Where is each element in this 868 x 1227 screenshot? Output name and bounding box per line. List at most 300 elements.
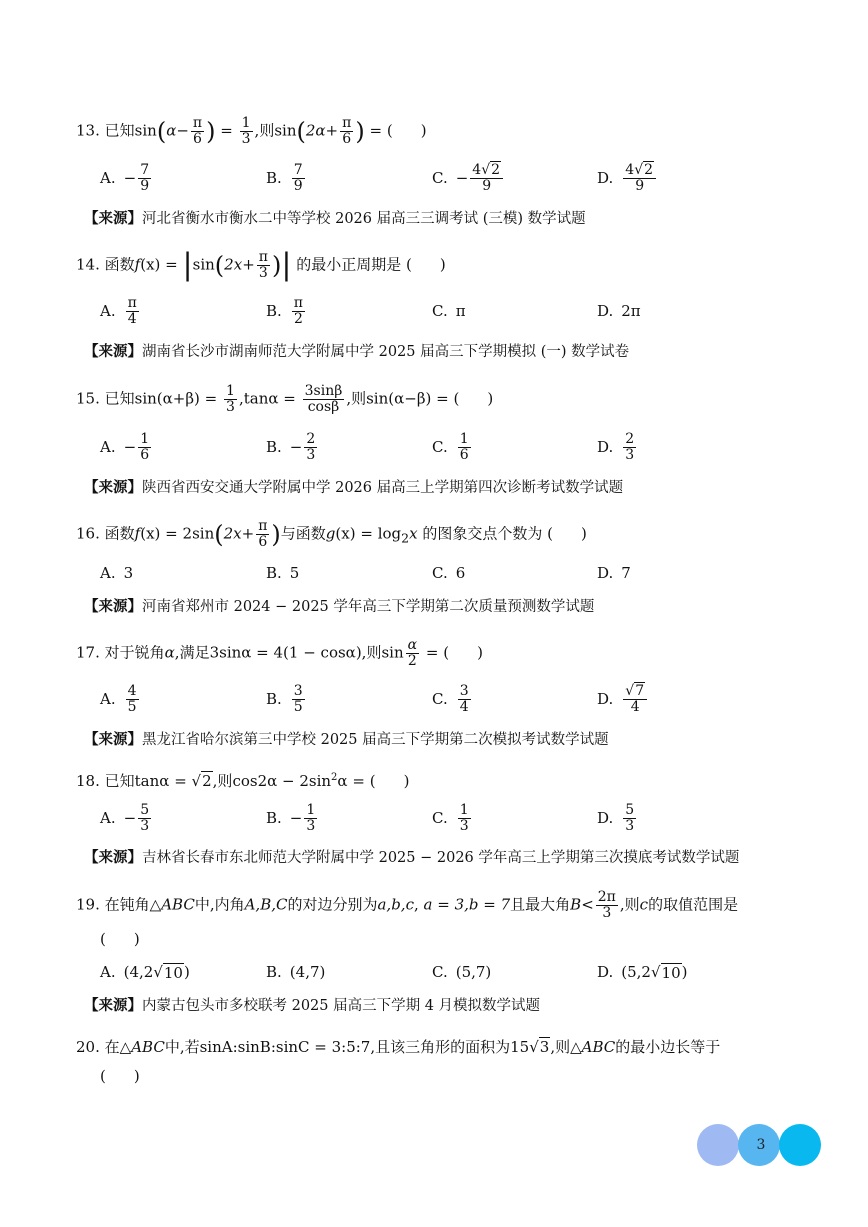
q18-eq: = [352,772,365,790]
source-text: 陕西省西安交通大学附属中学 2026 届高三上学期第四次诊断考试数学试题 [142,480,624,496]
option-b [266,553,299,593]
q13-text: ,则 [254,121,275,140]
q19-text: 且最大角 [510,895,571,914]
option-fraction [623,163,656,194]
option-a [100,798,153,838]
q18-source [84,848,739,868]
q13-text: 已知 [104,121,135,140]
q17-sin: sin [381,643,404,662]
frac-den: 9 [140,177,150,194]
source-text: 吉林省长春市东北师范大学附属中学 2025 − 2026 学年高三上学期第三次摸底考试数学试题 [142,850,740,866]
frac-den: 4 [630,698,640,715]
q19-sides: a,b,c [377,895,414,914]
q13-options [100,158,800,198]
frac-den: 3 [602,905,612,921]
q15-fraction [303,384,345,415]
source-tag: 【来源】 [84,731,142,748]
q13-minus: − [176,121,189,140]
q16-options [100,553,800,593]
q16-source [84,597,594,617]
option-label: B. [266,438,282,456]
frac-den: 2 [407,653,417,669]
question-15 [76,384,493,415]
q15-fraction [224,384,237,415]
source-tag: 【来源】 [84,210,142,227]
q13-alpha: α [166,121,177,140]
option-suffix: ) [681,963,688,981]
q14-source [84,342,629,362]
q14-number: 14. [76,255,100,274]
coef: 4 [472,161,482,178]
frac-den: 6 [342,131,352,147]
option-fraction [458,803,471,834]
option-fraction [470,163,503,194]
frac-den: 2 [293,310,303,327]
frac-num: π [293,294,303,311]
q19-fraction [596,890,618,921]
option-label: A. [100,690,116,708]
q16-text: 的图象交点个数为 [422,524,543,543]
q19-options [100,952,800,992]
option-label: A. [100,809,116,827]
option-sign: − [123,809,137,827]
option-fraction [126,684,139,715]
option-c [432,158,505,198]
q18-options [100,798,800,838]
option-label: A. [100,169,116,187]
q19-source [84,996,540,1016]
q13-expr: 2α [305,121,326,140]
q20-triangle: △ABC [119,1038,165,1056]
frac-den: 9 [482,177,492,194]
source-text: 河南省郑州市 2024 − 2025 学年高三下学期第二次质量预测数学试题 [142,599,595,615]
option-a [100,291,141,331]
option-sign: − [289,438,303,456]
q13-fraction [240,116,253,147]
q16-coef: 2sin [182,524,215,543]
source-tag: 【来源】 [84,343,142,360]
source-text: 河北省衡水市衡水二中等学校 2026 届高三三调考试 (三模) 数学试题 [142,211,586,227]
answer-blank-close: ) [487,389,494,408]
question-19-blank [100,928,140,950]
option-a [100,158,153,198]
q14-text: 函数 [104,255,135,274]
frac-den: 5 [293,698,303,715]
answer-blank-open: ( [386,121,393,140]
q19-angle-b: B [570,895,582,914]
frac-den: 6 [258,534,268,550]
q17-eq: = [425,643,439,662]
option-sign: − [123,438,137,456]
frac-den: 6 [140,446,150,463]
q16-text: 函数 [104,524,135,543]
open-paren: ( [214,520,224,549]
option-b [266,952,325,992]
option-fraction [292,684,305,715]
option-fraction [458,684,471,715]
option-d [597,427,638,467]
option-label: A. [100,302,116,320]
q18-number: 18. [76,772,100,790]
frac-num: 4√2 [623,163,656,179]
source-tag: 【来源】 [84,997,142,1014]
question-16 [76,519,587,550]
frac-den: 6 [193,131,202,147]
answer-blank-open: ( [100,1067,106,1085]
option-value: 2π [621,302,641,320]
q16-gx: (x) [335,524,356,543]
option-fraction [304,432,317,463]
answer-blank-open: ( [100,930,106,948]
frac-num: 1 [459,430,469,447]
option-label: B. [266,302,282,320]
open-paren: ( [156,117,167,146]
q19-given: a = 3,b = 7 [423,895,511,914]
q13-eq: = [220,121,233,140]
answer-blank-open: ( [369,772,376,790]
radicand: 7 [635,682,645,699]
frac-den: 4 [127,310,137,327]
q16-log-arg: x [409,524,418,543]
q13-eq: = [369,121,383,140]
page-marker-circle-right [779,1124,821,1166]
frac-num: 2 [306,430,316,447]
q16-eq: = [360,524,373,543]
option-fraction [304,803,317,834]
q20-triangle: △ABC [570,1038,616,1056]
source-text: 内蒙古包头市多校联考 2025 届高三下学期 4 月模拟数学试题 [142,998,541,1014]
q16-plus: + [241,524,255,543]
q14-eq: = [165,255,178,274]
option-suffix: ) [183,963,190,981]
q16-inner: 2x [223,524,242,543]
frac-num: 1 [226,383,235,399]
answer-blank-open: ( [406,255,412,274]
option-sign: − [455,169,469,187]
q14-fraction [257,250,270,281]
q13-number: 13. [76,121,100,140]
frac-den: 3 [140,817,150,834]
q17-text: ,满足 [174,643,210,662]
close-paren: ) [355,117,365,146]
close-paren: ) [271,251,282,280]
option-fraction [292,296,305,327]
frac-num: 1 [306,801,316,818]
option-label: D. [597,169,614,187]
option-a [100,553,133,593]
answer-blank-open: ( [453,389,460,408]
frac-den: 9 [293,177,303,194]
option-fraction [138,803,151,834]
question-14 [76,247,446,283]
q15-expr: sin(α−β) [366,389,432,408]
frac-num: 3 [293,682,303,699]
q20-radicand: 3 [539,1038,550,1056]
q19-text: ,则 [619,895,640,914]
frac-den: 3 [306,817,316,834]
q16-number: 16. [76,524,100,543]
option-d [597,798,638,838]
frac-den: 9 [635,177,645,194]
option-label: D. [597,438,614,456]
frac-num: 4 [127,682,137,699]
q17-fraction [406,638,419,669]
option-d: D. (5,2 √ 10 ) [597,963,688,982]
coef: 4 [625,161,635,178]
option-a [100,427,153,467]
option-prefix: (4,2 [123,963,154,981]
frac-num: π [258,518,268,534]
source-text: 湖南省长沙市湖南师范大学附属中学 2025 届高三下学期模拟 (一) 数学试卷 [142,344,630,360]
frac-den: 4 [459,698,469,715]
option-c [432,427,473,467]
radicand: 2 [644,161,654,178]
q15-eq: = [436,389,449,408]
q17-equation: 3sinα = 4(1 − cosα) [209,643,362,662]
answer-blank-close: ) [133,930,140,948]
radicand: 10 [163,963,183,982]
answer-blank-open: ( [443,643,450,662]
close-paren: ) [271,520,281,549]
question-19 [76,890,738,921]
q18-text: ,则 [212,772,233,790]
frac-den: 3 [258,265,268,281]
option-fraction [623,432,636,463]
q19-lt: < [581,895,594,914]
option-fraction [138,432,151,463]
option-label: D. [597,690,614,708]
option-label: B. [266,690,282,708]
option-label: C. [432,690,448,708]
frac-den: 3 [625,817,635,834]
q15-expr: sin(α+β) [134,389,200,408]
q20-ratio: sinA:sinB:sinC = 3:5:7 [199,1038,371,1056]
option-sign: − [289,809,303,827]
option-label: D. [597,564,614,582]
answer-blank-close: ) [420,121,427,140]
option-label: B. [266,963,282,981]
option-value: 3 [123,564,134,582]
q16-text: 与函数 [280,524,326,543]
radicand: 10 [661,963,681,982]
source-text: 黑龙江省哈尔滨第三中学校 2025 届高三下学期第二次模拟考试数学试题 [142,732,609,748]
q13-sin: sin [134,121,157,140]
q16-fx: (x) [140,524,161,543]
source-tag: 【来源】 [84,849,142,866]
q14-fx: (x) [140,255,161,274]
q19-side-c: c [639,895,649,914]
option-d [597,291,641,331]
option-fraction [623,803,636,834]
question-18: 18. 已知tanα = √2,则$\cos 2\alpha - 2\sin^2\alpha$ = ( ) [76,772,410,790]
option-label: A. [100,963,116,981]
q15-number: 15. [76,389,100,408]
q13-fraction [340,116,353,147]
answer-blank-close: ) [581,524,587,543]
option-b [266,679,307,719]
q17-text: ,则 [361,643,382,662]
source-tag: 【来源】 [84,479,142,496]
option-fraction [138,163,151,194]
q15-eq: = [283,389,296,408]
option-d [597,158,658,198]
q19-text: , [413,895,419,914]
answer-blank-close: ) [133,1067,140,1085]
frac-num: π [192,115,203,131]
option-fraction [623,684,647,715]
option-label: C. [432,302,448,320]
q20-text: 的最小边长等于 [615,1038,721,1056]
q15-expr: tanα [243,389,279,408]
option-d [597,553,631,593]
q20-number: 20. [76,1038,100,1056]
frac-den: 3 [226,399,235,415]
frac-num: π [127,294,137,311]
q13-fraction [191,116,204,147]
frac-num: 2 [625,430,635,447]
q19-number: 19. [76,895,100,914]
q16-eq: = [165,524,178,543]
q16-fraction [256,519,269,550]
frac-num: √7 [623,684,647,700]
frac-num: π [258,249,268,265]
q15-eq: = [204,389,218,408]
q20-text: 在 [104,1038,120,1056]
q20-text: ,则 [550,1038,571,1056]
q16-g: g [325,524,336,543]
option-label: A. [100,438,116,456]
q15-text: 已知 [104,389,135,408]
q16-log-base: 2 [401,530,410,546]
q20-coef: 15 [510,1038,530,1056]
question-20: 20. 在△ABC中,若sinA:sinB:sinC = 3:5:7,且该三角形的面积为15√3,则△ABC的最小边长等于 [76,1038,721,1056]
option-value: 7 [621,564,631,582]
q20-text: ,且该三角形的面积为 [370,1038,511,1056]
q19-text: 的取值范围是 [648,895,739,914]
option-label: A. [100,564,116,582]
option-c [432,798,473,838]
page-number: 3 [756,1137,766,1153]
option-label: C. [432,809,448,827]
q18-lhs: tanα [134,772,170,790]
q14-inner: 2x [224,255,243,274]
answer-blank-close: ) [477,643,483,662]
option-label: D. [597,809,614,827]
option-label: B. [266,169,282,187]
close-paren: ) [206,117,216,146]
option-fraction [292,163,305,194]
abs-bar: | [281,247,292,283]
source-tag: 【来源】 [84,598,142,615]
question-13 [76,116,427,147]
option-fraction [126,296,139,327]
option-label: C. [432,564,448,582]
q15-comma: , [238,389,244,408]
option-sign: − [123,169,137,187]
option-value: 5 [289,564,300,582]
q18-radicand: 2 [202,772,212,790]
option-label: B. [266,564,282,582]
q19-text: 中,内角 [194,895,245,914]
frac-den: 3 [459,817,469,834]
q18-expr: cos2α − 2sin [232,772,332,790]
radicand: 2 [491,161,501,178]
option-b [266,291,307,331]
q16-log: log [377,524,402,543]
option-b [266,798,319,838]
option-value: (5,7) [455,963,492,981]
q14-f: f [134,255,141,274]
frac-num: π [342,115,352,131]
question-20-blank [100,1065,140,1087]
page-marker-circle-left [697,1124,739,1166]
q15-source [84,478,623,498]
option-c [432,679,473,719]
q18-expr: α [337,772,348,790]
q19-text: 的对边分别为 [287,895,378,914]
frac-num: 3 [459,682,469,699]
q18-text: 已知 [104,772,135,790]
q16-f: f [134,524,141,543]
q14-options [100,291,800,331]
q17-alpha: α [164,643,175,662]
abs-bar: | [182,247,193,283]
frac-num: 3sinβ [304,383,343,399]
q13-sin: sin [274,121,297,140]
q20-text: 中,若 [164,1038,200,1056]
frac-den: cosβ [307,399,340,415]
frac-num: α [407,637,418,653]
q17-number: 17. [76,643,100,662]
q15-text: ,则 [346,389,367,408]
option-label: D. [597,302,614,320]
frac-den: 6 [459,446,469,463]
option-b [266,427,319,467]
q14-text: 的最小正周期是 [296,255,402,274]
option-label: B. [266,809,282,827]
frac-den: 3 [625,446,635,463]
frac-den: 5 [127,698,137,715]
frac-num: 5 [625,801,635,818]
frac-num: 4√2 [470,163,503,179]
option-c [432,553,465,593]
q13-source [84,209,586,229]
answer-blank-close: ) [403,772,410,790]
q18-exponent: 2 [331,772,338,783]
option-value: 6 [455,564,466,582]
frac-num: 1 [140,430,150,447]
frac-den: 3 [241,131,251,147]
frac-num: 1 [241,115,251,131]
q14-plus: + [242,255,255,274]
frac-num: 1 [459,801,469,818]
frac-num: 5 [140,801,150,818]
q19-triangle: △ABC [149,895,195,914]
option-label: C. [432,438,448,456]
option-label: C. [432,169,448,187]
q17-source [84,730,609,750]
answer-blank-open: ( [547,524,554,543]
option-d [597,679,649,719]
option-c [432,291,466,331]
option-value: (4,7) [289,963,326,981]
open-paren: ( [296,117,306,146]
frac-den: 3 [306,446,316,463]
q18-eq: = [174,772,187,790]
option-fraction [458,432,471,463]
q17-options [100,679,800,719]
q13-plus: + [325,121,339,140]
